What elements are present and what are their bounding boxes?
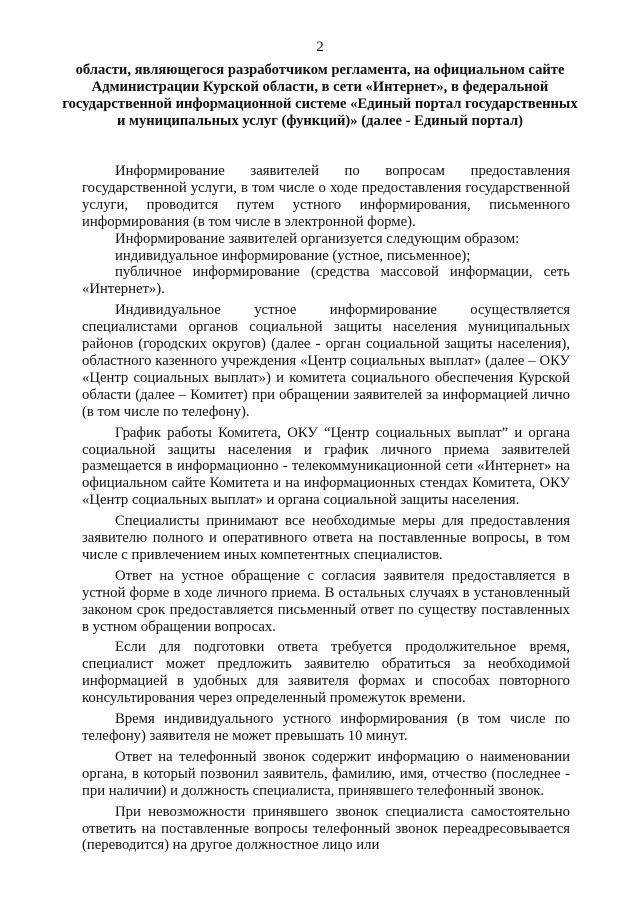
paragraph: График работы Комитета, ОКУ “Центр социальных выплат” и органа социальной защиты населения и график личного приема заявителей размещается в информационно - телекоммуникационной сети «Интернет» на официальном сайте Комитета и на информационных стендах Комитета, ОКУ «Центр социальных выплат» и органа социальной защиты населения. [82, 424, 570, 509]
paragraph: Если для подготовки ответа требуется продолжительное время, специалист может предложить заявителю обратиться за необходимой информацией в удобных для заявителя формах и способах повторного консультирования через определенный промежуток времени. [82, 639, 570, 707]
section-heading: области, являющегося разработчиком регламента, на официальном сайте Администрации Курской области, в сети «Интернет», в федеральной государственной информационной системе «Единый портал государственных и муниципальных услуг (функций)» (далее - Единый портал) [62, 62, 578, 129]
paragraph: Время индивидуального устного информирования (в том числе по телефону) заявителя не может превышать 10 минут. [82, 711, 570, 744]
body-text [82, 163, 570, 854]
page-number: 2 [316, 39, 324, 55]
paragraph: Ответ на устное обращение с согласия заявителя предоставляется в устной форме в ходе личного приема. В остальных случаях в установленный законом срок предоставляется письменный ответ по существу поставленных в устном обращении вопросах. [82, 567, 570, 635]
paragraph: Информирование заявителей по вопросам предоставления государственной услуги, в том числе о ходе предоставления государственной услуги, проводится путем устного информирования, письменного информирования (в том числе в электронной форме). [82, 163, 570, 230]
paragraph: публичное информирование (средства массовой информации, сеть «Интернет»). [82, 264, 570, 298]
paragraph: Индивидуальное устное информирование осуществляется специалистами органов социальной защиты населения муниципальных районов (городских округов) (далее - орган социальной защиты населения), областного казенного учреждения «Центр социальных выплат» (далее – ОКУ «Центр социальных выплат») и комитета социального обеспечения Курской области (далее – Комитет) при обращении заявителей за информацией лично (в том числе по телефону). [82, 302, 570, 420]
paragraph: индивидуальное информирование (устное, письменное); [115, 247, 471, 264]
paragraph: При невозможности принявшего звонок специалиста самостоятельно ответить на поставленные вопросы телефонный звонок переадресовывается (переводится) на другое должностное лицо или [82, 803, 570, 854]
paragraph: Ответ на телефонный звонок содержит информацию о наименовании органа, в который позвонил заявитель, фамилию, имя, отчество (последнее - при наличии) и должность специалиста, принявшего телефонный звонок. [82, 748, 570, 799]
paragraph: Специалисты принимают все необходимые меры для предоставления заявителю полного и оперативного ответа на поставленные вопросы, в том числе с привлечением иных компетентных специалистов. [82, 513, 570, 563]
paragraph: Информирование заявителей организуется следующим образом: [115, 230, 520, 247]
